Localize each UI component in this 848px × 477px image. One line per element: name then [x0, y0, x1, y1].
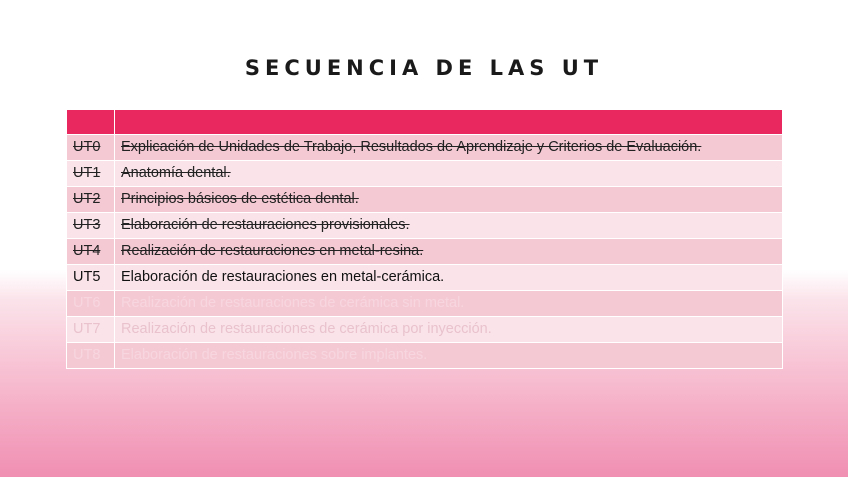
ut-description: Realización de restauraciones en metal-resina. [115, 239, 783, 265]
table-row [67, 135, 783, 161]
ut-description: Realización de restauraciones de cerámica sin metal. [115, 291, 783, 317]
ut-code: UT2 [67, 187, 115, 213]
ut-code: UT6 [67, 291, 115, 317]
table-row [67, 187, 783, 213]
ut-description: Elaboración de restauraciones en metal-cerámica. [115, 265, 783, 291]
ut-code: UT1 [67, 161, 115, 187]
ut-description: Elaboración de restauraciones sobre implantes. [115, 343, 783, 369]
table-row [67, 317, 783, 343]
table-row [67, 161, 783, 187]
ut-code: UT3 [67, 213, 115, 239]
ut-code: UT8 [67, 343, 115, 369]
table-row [67, 239, 783, 265]
slide-title: SECUENCIA DE LAS UT [244, 56, 604, 80]
ut-code: UT0 [67, 135, 115, 161]
table-row-current [67, 265, 783, 291]
table-row [67, 291, 783, 317]
ut-description: Elaboración de restauraciones provisionales. [115, 213, 783, 239]
table-row [67, 343, 783, 369]
header-cell-description [115, 110, 783, 135]
ut-description: Principios básicos de estética dental. [115, 187, 783, 213]
ut-description: Explicación de Unidades de Trabajo, Resultados de Aprendizaje y Criterios de Evaluación. [115, 135, 783, 161]
ut-sequence-table [66, 109, 783, 369]
ut-description: Realización de restauraciones de cerámica por inyección. [115, 317, 783, 343]
table-header-row [67, 110, 783, 135]
ut-code: UT5 [67, 265, 115, 291]
table-row [67, 213, 783, 239]
ut-code: UT7 [67, 317, 115, 343]
ut-description: Anatomía dental. [115, 161, 783, 187]
ut-code: UT4 [67, 239, 115, 265]
header-cell-code [67, 110, 115, 135]
